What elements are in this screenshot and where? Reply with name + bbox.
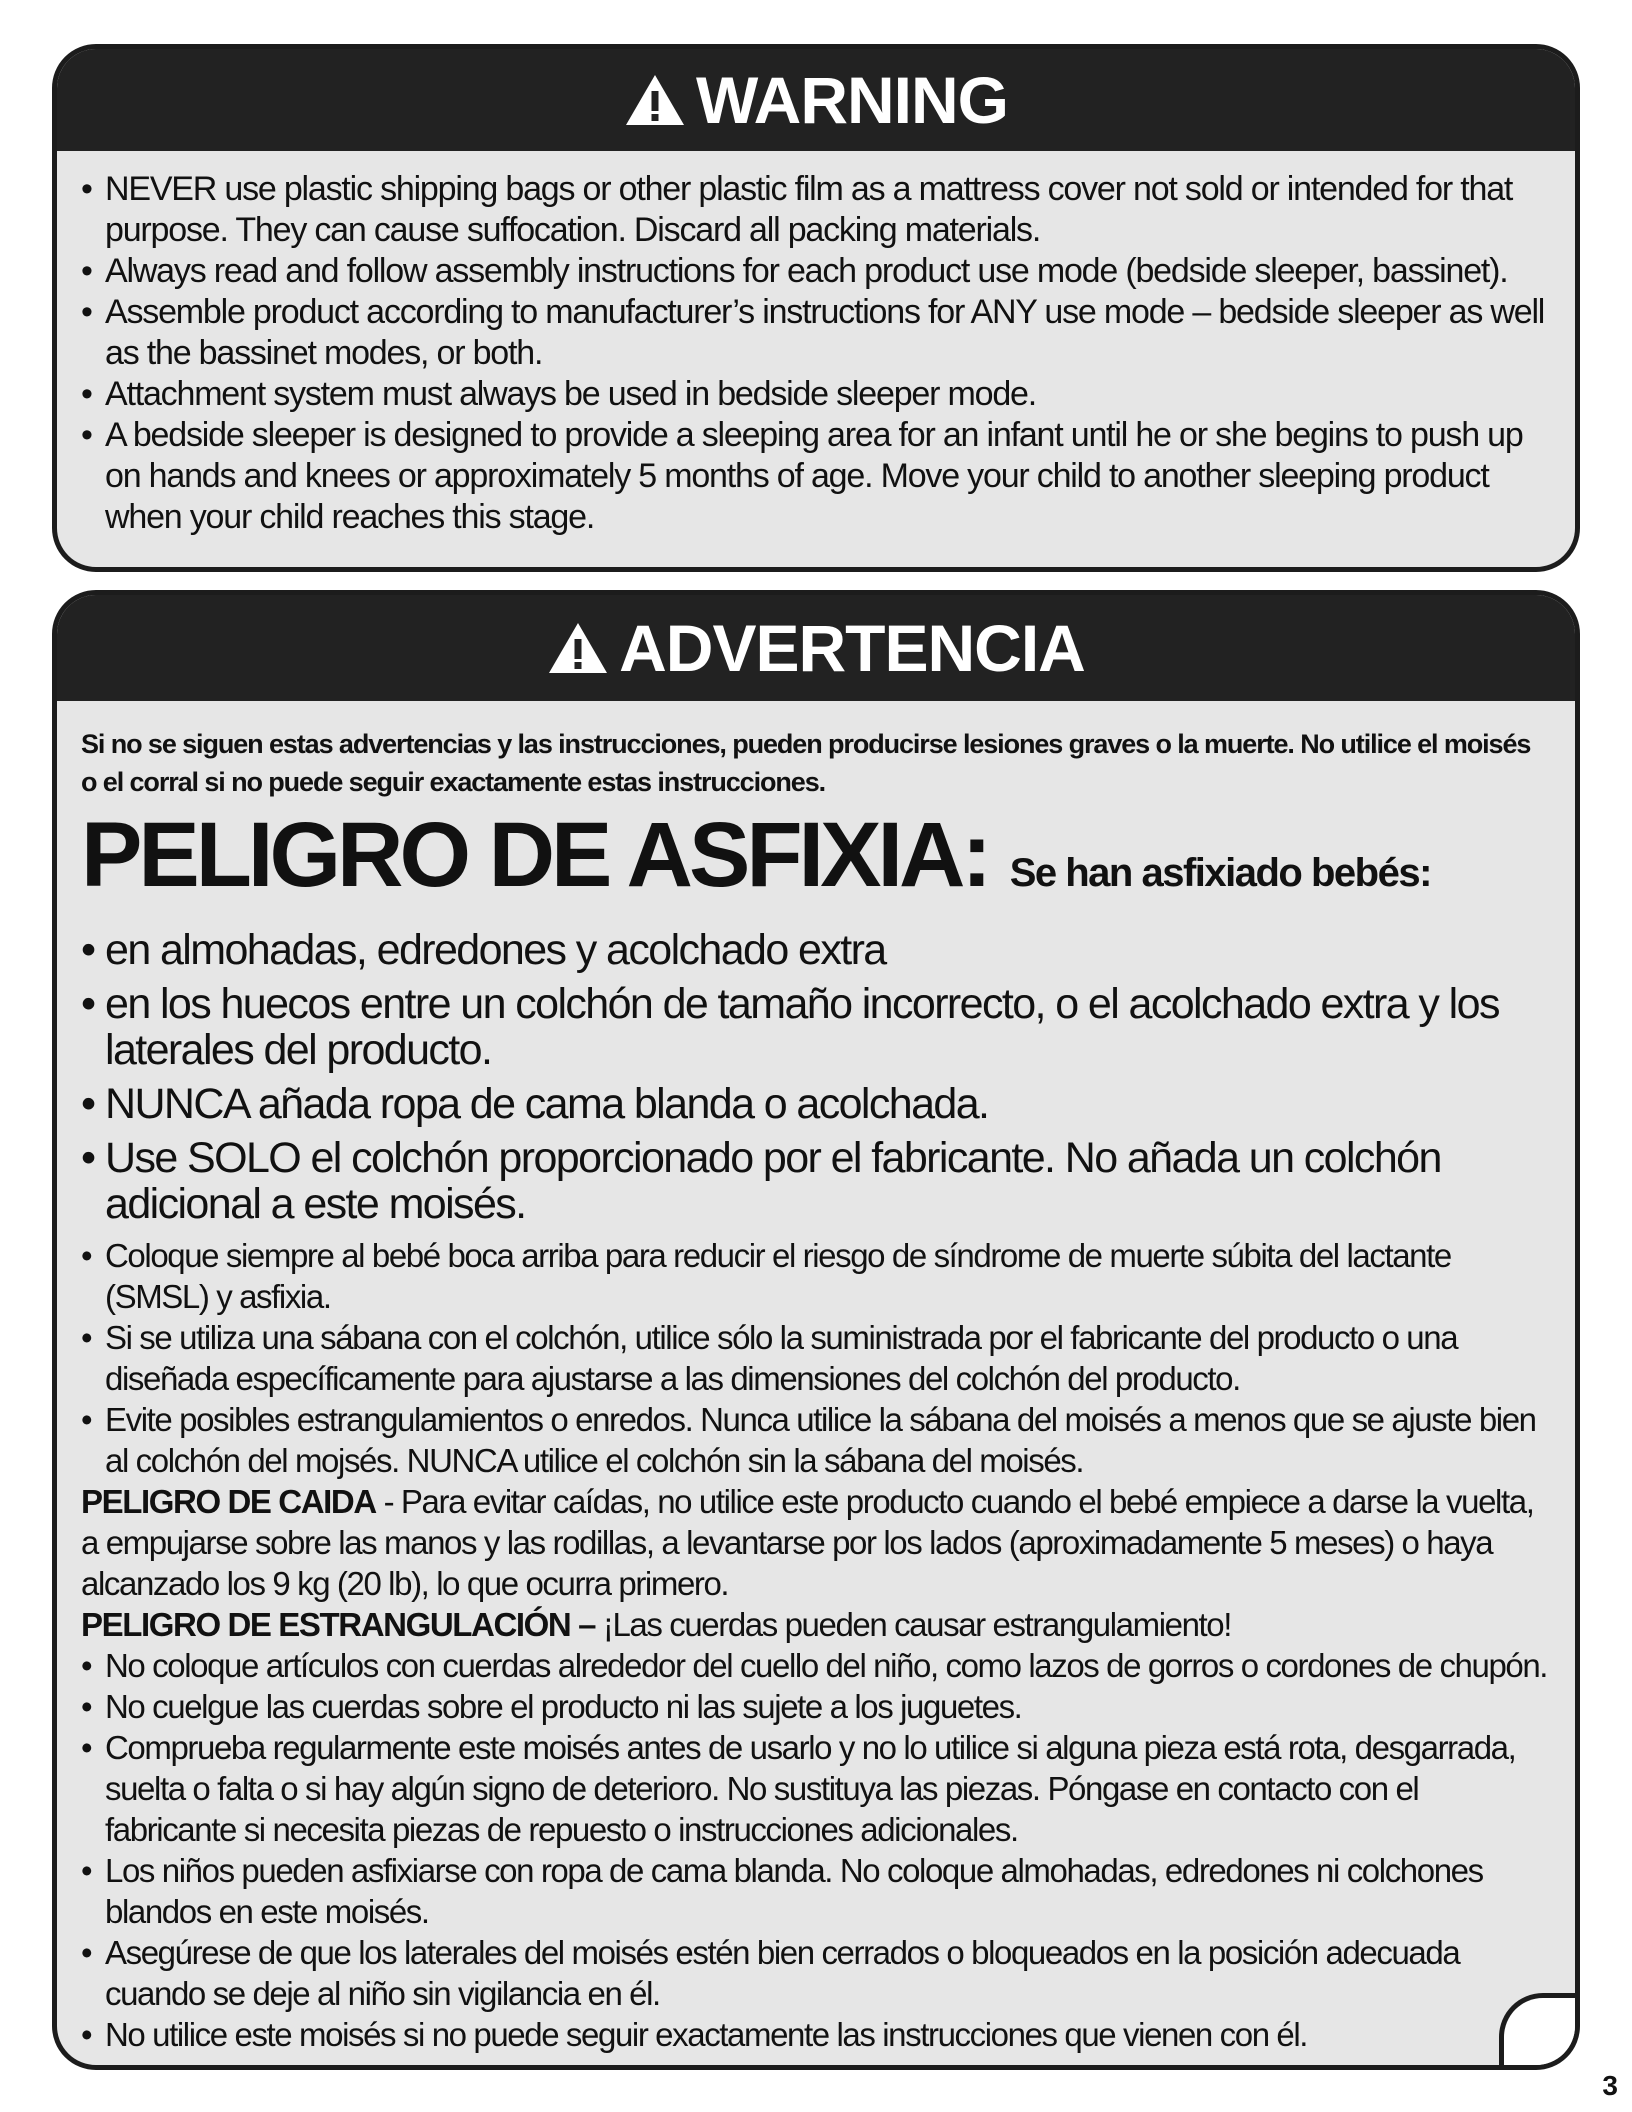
estrangulacion-label: PELIGRO DE ESTRANGULACIÓN –: [81, 1606, 596, 1643]
list-item: • No cuelgue las cuerdas sobre el producto ni las sujete a los juguetes.: [81, 1686, 1551, 1727]
list-item: • Use SOLO el colchón proporcionado por el fabricante. No añada un colchón adicional a este moisés.: [81, 1135, 1551, 1227]
list-item: • A bedside sleeper is designed to provide a sleeping area for an infant until he or she begins to push up on hands and knees or approximately 5 months of age. Move your child to another sleeping product when your child reaches this stage.: [81, 415, 1551, 538]
asfixia-title: PELIGRO DE ASFIXIA:: [81, 804, 989, 906]
estrangulacion-text: ¡Las cuerdas pueden causar estrangulamiento!: [595, 1606, 1232, 1643]
list-item: • Los niños pueden asfixiarse con ropa de cama blanda. No coloque almohadas, edredones ni colchones blandos en este moisés.: [81, 1850, 1551, 1932]
list-item: • Always read and follow assembly instructions for each product use mode (bedside sleeper, bassinet).: [81, 251, 1551, 292]
warning-title: WARNING: [696, 63, 1008, 137]
advertencia-panel: [52, 590, 1580, 2070]
advertencia-intro: Si no se siguen estas advertencias y las instrucciones, pueden producirse lesiones graves o la muerte. No utilice el moisés o el corral si no puede seguir exactamente estas instrucciones.: [81, 729, 1531, 797]
list-item: • Coloque siempre al bebé boca arriba para reducir el riesgo de síndrome de muerte súbita del lactante (SMSL) y asfixia.: [81, 1235, 1551, 1317]
list-item: • No utilice este moisés si no puede seguir exactamente las instrucciones que vienen con él.: [81, 2014, 1551, 2055]
asfixia-subtitle: Se han asfixiado bebés:: [1009, 851, 1431, 895]
estrangulacion-paragraph: [81, 1604, 1551, 1645]
advertencia-header: [57, 595, 1575, 701]
list-item: • Attachment system must always be used in bedside sleeper mode.: [81, 374, 1551, 415]
list-item: • Comprueba regularmente este moisés antes de usarlo y no lo utilice si alguna pieza está rota, desgarrada, suelta o falta o si hay algún signo de deterioro. No sustituya las piezas. Póngase en contacto con el fabricante si necesita piezas de repuesto o instrucciones adicionales.: [81, 1727, 1551, 1850]
sleep-bullet-list: [81, 1235, 1551, 1481]
asfixia-bullet-list: [81, 927, 1551, 1227]
list-item: • Assemble product according to manufacturer’s instructions for ANY use mode – bedside sleeper as well as the bassinet modes, or both.: [81, 292, 1551, 374]
warning-panel: [52, 44, 1580, 572]
caida-text: - Para evitar caídas, no utilice este producto cuando el bebé empiece a darse la vuelta, a empujarse sobre las manos y las rodillas, a levantarse por los lados (aproximadamente 5 meses) o haya alcanzado los 9 kg (20 lb), lo que ocurra primero.: [81, 1483, 1534, 1602]
list-item: • Si se utiliza una sábana con el colchón, utilice sólo la suministrada por el fabricante del producto o una diseñada específicamente para ajustarse a las dimensiones del colchón del producto.: [81, 1317, 1551, 1399]
list-item: • en los huecos entre un colchón de tamaño incorrecto, o el acolchado extra y los laterales del producto.: [81, 981, 1551, 1073]
caida-paragraph: [81, 1481, 1551, 1604]
list-item: • No coloque artículos con cuerdas alrededor del cuello del niño, como lazos de gorros o cordones de chupón.: [81, 1645, 1551, 1686]
asfixia-heading: [81, 805, 1551, 923]
list-item: • en almohadas, edredones y acolchado extra: [81, 927, 1551, 973]
warning-triangle-icon: [547, 621, 609, 675]
list-item: • Asegúrese de que los laterales del moisés estén bien cerrados o bloqueados en la posición adecuada cuando se deje al niño sin vigilancia en él.: [81, 1932, 1551, 2014]
page-number: 3: [1602, 2070, 1618, 2101]
advertencia-title: ADVERTENCIA: [619, 611, 1085, 685]
list-item: • NEVER use plastic shipping bags or other plastic film as a mattress cover not sold or intended for that purpose. They can cause suffocation. Discard all packing materials.: [81, 169, 1551, 251]
warning-bullet-list: [81, 169, 1551, 538]
list-item: • Evite posibles estrangulamientos o enredos. Nunca utilice la sábana del moisés a menos que se ajuste bien al colchón del mojsés. NUNCA utilice el colchón sin la sábana del moisés.: [81, 1399, 1551, 1481]
caida-label: PELIGRO DE CAIDA: [81, 1483, 376, 1520]
warning-header: [57, 49, 1575, 151]
list-item: • NUNCA añada ropa de cama blanda o acolchada.: [81, 1081, 1551, 1127]
final-bullet-list: [81, 1645, 1551, 2055]
warning-triangle-icon: [624, 73, 686, 127]
